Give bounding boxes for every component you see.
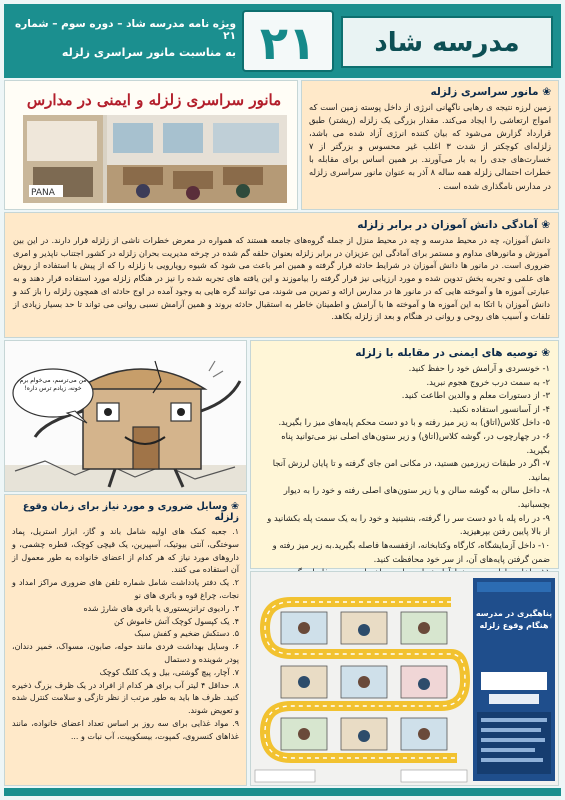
list-item: ۲. یک دفتر یادداشت شامل شماره تلفن های ضروری مراکز امداد و نجات، چراغ قوه و باتری های نو [12, 578, 239, 600]
masthead-title-box [341, 16, 553, 68]
list-item: ۸. حداقل ۴ لیتر آب برای هر کدام از افراد در یک ظرف بزرگ ذخیره کنید. ظرف ها باید به طور مرتب از نظر تازگی و سلامت کنترل شده و تعویض شوند. [12, 680, 239, 716]
section-title: ❀ وسایل ضروری و مورد نیاز برای زمان وقوع زلزله [22, 501, 239, 523]
safety-tips-section [250, 340, 559, 569]
section-title: ❀ مانور سراسری زلزله [430, 86, 551, 98]
section-body: زمین لرزه نتیجه ی رهایی ناگهانی انرژی از داخل پوسته زمین است که امواج ارتعاشی را ایجاد می‌کند. مقدار بزرگی یک زلزله (ریشتر) طبق قرارداد گزارش می‌شود که بیان کننده انرژی آزاد شده می باشد، زلزله‌ای کوچکتر از شدت ۳ اغلب غیر محسوس و بزرگتر از ۷ خسارت‌های جدی را به بار می‌آورند. بر همین اساس برای مقابله با خطرات احتمالی زلزله همه ساله ۸ آذر به عنوان مانور سراسری زلزله در مدارس نامگذاری شده است . [309, 102, 552, 191]
list-item: ۱- خونسردی و آرامش خود را حفظ کنید. [408, 363, 550, 373]
list-item: ۷. آچار، پیچ گوشتی، بیل و یک کلنگ کوچک [99, 667, 239, 677]
scared-school-cartoon [5, 341, 247, 492]
section-title: ❀ توصیه های ایمنی در مقابله با زلزله [355, 347, 550, 359]
issue-number: ۲۱ [259, 16, 317, 70]
list-item: ۹- در راه پله با دو دست سر را گرفته، بنشینید و خود را به یک سمت پله بکشانید و از بالا پایین رفتن بپرهیزید. [267, 512, 550, 537]
issue-number-box [242, 10, 334, 72]
list-item: ۵- داخل کلاس(اتاق) به زیر میز رفته و با دو دست محکم پایه‌های میز را بگیرید. [278, 417, 550, 428]
emergency-supplies-section [4, 494, 247, 786]
list-item: ۱. جعبه کمک های اولیه شامل باند و گاز، ابزار استریل، پماد سوختگی، آنتی بیوتیک، آسپیرین، یک قیچی کوچک، قطره چشمی، و داروهای مورد نیاز که هر کدام از اعضای خانواده به طور معمول از آن استفاده می کنند. [12, 527, 239, 575]
list-item: ۴- از آسانسور استفاده نکنید. [449, 403, 550, 414]
infographic-title-line2: هنگام وقوع زلزله [479, 621, 549, 630]
masthead [4, 4, 561, 78]
list-item: ۲- به سمت درب خروج هجوم نبرید. [426, 376, 550, 387]
list-item: ۳- از دستورات معلم و والدین اطاعت کنید. [401, 390, 550, 401]
list-item: ۱۰- داخل آزمایشگاه، کارگاه وکتابخانه، ازقفسه‌ها فاصله بگیرید.به زیر میز رفته و ضمن گرفتن پایه‌های آن، از سر خود محافظت کنید. [272, 539, 550, 564]
speech-bubble-text: من می‌ترسم، می‌خوام برم خونه، زیادم ترس داره! [19, 377, 87, 392]
supplies-list [12, 526, 239, 744]
drill-photo-panel [4, 80, 298, 210]
safety-tips-list [259, 362, 550, 593]
footer-bar [4, 788, 561, 796]
section-body: دانش آموزان، چه در محیط مدرسه و چه در محیط منزل از جمله گروه‌های جامعه هستند که همواره در معرض خطرات ناشی از زلزله قرار دارند. در این بین آموزش و مانورهای مداوم و مستمر برای آمادگی این عزیزان در برابر زلزله بعنوان حلقه گم شده در چرخه مدیریت بحران زلزله در کشور اجتناب ناپذیر و امری ضروری است. در مانور ها دانش آموزان در شرایط حادثه قرار گرفته و همین امر باعث می شود که شیوه رویارویی با زلزله را که از پیش با استفاده از روش های علمی و تجربه بخش تدوین شده و مورد ارزیابی نیز قرار گرفته را بیاموزند و این یافته های تجربه شده را نیز در هنگام زلزله مورد استفاده قرار دهند و به عبارتی آموزه ها و آموخته هایی که در مانور ها در مدارس ارائه و تمرین می شوند، می توانند گره هایی به وجود آمده در اوج حادثه ای همچون زلزله را باز کند و دانش آموزان با اتکا به این آموزه ها و آموخته ها با آرامش و اطمینان خاطر به استقبال حادثه بروند و همین آرامش نسبی روانی می تواند تا حد بسیار زیادی از تلفات و آسیب های روحی و روانی در هنگام و بعد از زلزله بکاهد. [13, 235, 550, 322]
masthead-occasion: به مناسبت مانور سراسری زلزله [61, 46, 236, 59]
infographic-title-line1: پناهگیری در مدرسه [475, 609, 553, 618]
list-item: ۵. دستکش ضخیم و کفش سبک [134, 629, 239, 639]
list-item: ۴. یک کپسول کوچک آتش خاموش کن [114, 616, 239, 626]
photo-banner-text: مانور سراسری زلزله و ایمنی در مدارس [26, 91, 282, 109]
section-title: ❀ آمادگی دانش آموزان در برابر زلزله [357, 219, 550, 231]
list-item: ۳. رادیوی ترانزیستوری یا باتری های شارژ شده [83, 603, 239, 613]
earthquake-drill-section [301, 80, 559, 210]
masthead-title: مدرسه شاد [374, 28, 520, 58]
school-shelter-infographic [250, 571, 559, 786]
infographic-graphic [251, 572, 559, 786]
list-item: ۶- در چهارچوب در، گوشه کلاس(اتاق) و زیر ستون‌های اصلی نیز می‌توانید پناه بگیرید. [281, 431, 550, 455]
list-item: ۷- اگر در طبقات زیرزمین هستید، در مکانی امن جای گرفته و تا پایان لرزش آنجا بمانید. [272, 458, 550, 482]
student-readiness-section [4, 212, 559, 338]
classroom-drill-photo [23, 115, 287, 203]
masthead-subtitle: ویژه نامه مدرسه شاد – دوره سوم – شماره ۲۱ [15, 18, 236, 42]
cartoon-illustration [4, 340, 247, 492]
photo-watermark: PANA [31, 188, 55, 198]
list-item: ۹. مواد غذایی برای سه روز بر اساس تعداد اعضای خانواده، مانند غذاهای کنسروی، کمپوت، بیسکوییت، آب نبات و ... [12, 718, 239, 741]
list-item: ۶. وسایل بهداشت فردی مانند حوله، صابون، مسواک، خمیر دندان، پودر شوینده و دستمال [12, 642, 239, 664]
list-item: ۸- داخل سالن به گوشه سالن و یا زیر ستون‌های اصلی رفته و خود را به دیوار بچسبانید. [283, 485, 550, 510]
